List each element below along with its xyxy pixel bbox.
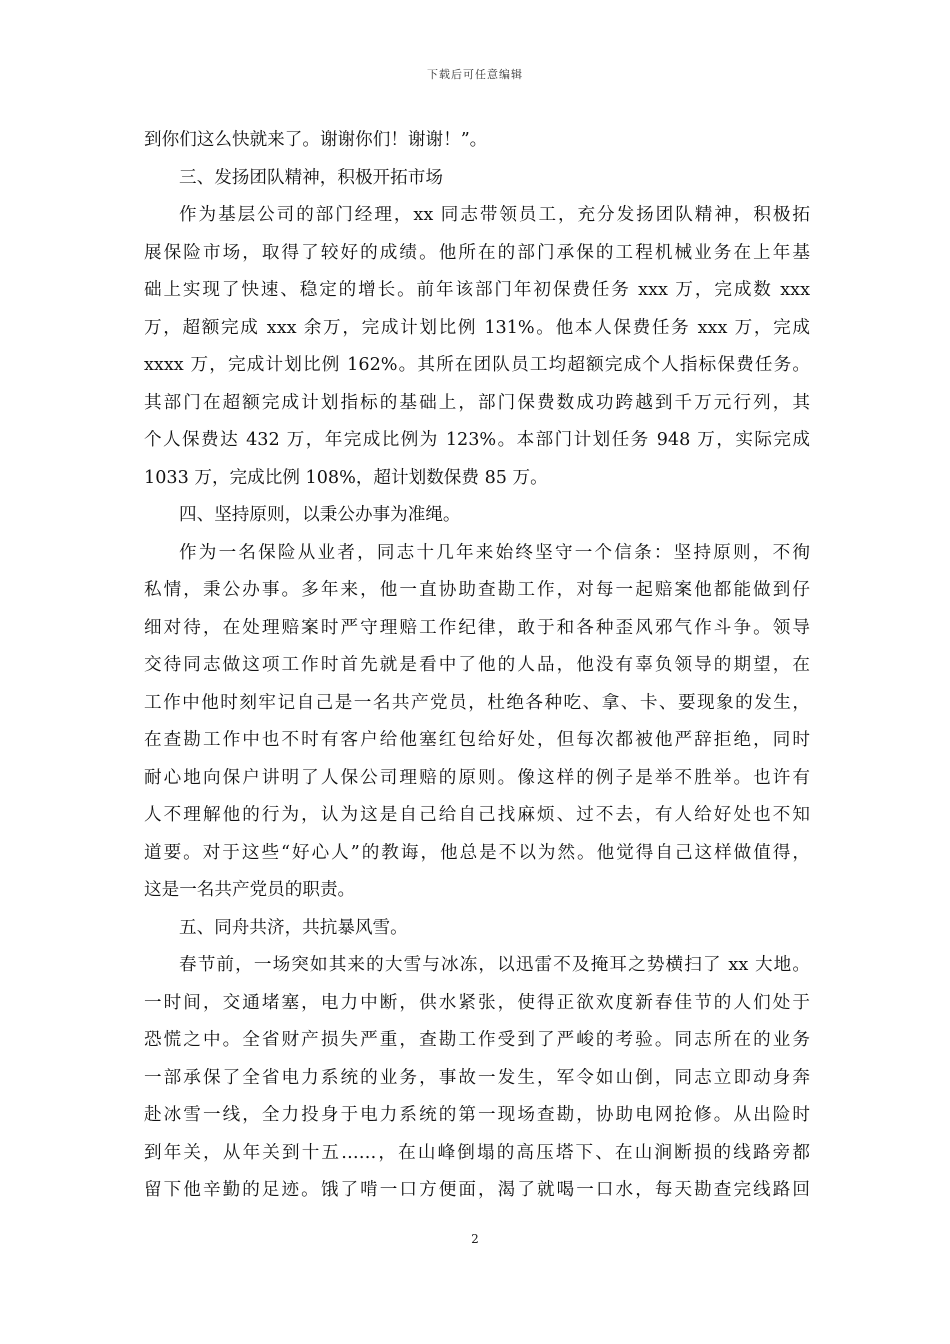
text-line: 1033 万，完成比例 108%，超计划数保费 85 万。 bbox=[144, 467, 548, 488]
text-line: 春节前，一场突如其来的大雪与冰冻，以迅雷不及掩耳之势横扫了 xx 大地。 bbox=[179, 955, 810, 975]
text-line: 础上实现了快速、稳定的增长。前年该部门年初保费任务 xxx 万，完成数 xxx bbox=[144, 280, 810, 300]
text-line: 三、发扬团队精神，积极开拓市场 bbox=[179, 167, 443, 188]
text-line: 万，超额完成 xxx 余万，完成计划比例 131%。他本人保费任务 xxx 万，完成 bbox=[144, 317, 810, 338]
text-line: 恐慌之中。全省财产损失严重，查勘工作受到了严峻的考验。同志所在的业务 bbox=[144, 1030, 810, 1050]
text-line: 一时间，交通堵塞，电力中断，供水紧张，使得正欲欢度新春佳节的人们处于 bbox=[144, 992, 810, 1013]
text-line: 其部门在超额完成计划指标的基础上，部门保费数成功跨越到千万元行列，其 bbox=[144, 392, 810, 413]
text-line: 细对待，在处理赔案时严守理赔工作纪律，敢于和各种歪风邪气作斗争。领导 bbox=[144, 617, 810, 638]
page-number: 2 bbox=[471, 1232, 479, 1246]
text-line: 四、坚持原则，以秉公办事为准绳。 bbox=[179, 505, 461, 525]
text-line: 一部承保了全省电力系统的业务，事故一发生，军令如山倒，同志立即动身奔 bbox=[144, 1067, 810, 1088]
text-line: 到年关，从年关到十五……，在山峰倒塌的高压塔下、在山涧断损的线路旁都 bbox=[144, 1142, 810, 1163]
text-line: 工作中他时刻牢记自己是一名共产党员，杜绝各种吃、拿、卡、要现象的发生， bbox=[144, 692, 810, 713]
text-line: 道要。对于这些“好心人”的教诲，他总是不以为然。他觉得自己这样做值得， bbox=[144, 842, 810, 863]
text-line: xxxx 万，完成计划比例 162%。其所在团队员工均超额完成个人指标保费任务。 bbox=[144, 355, 810, 375]
text-line: 作为基层公司的部门经理，xx 同志带领员工，充分发扬团队精神，积极拓 bbox=[179, 205, 810, 225]
text-line: 这是一名共产党员的职责。 bbox=[144, 880, 356, 900]
text-line: 在查勘工作中也不时有客户给他塞红包给好处，但每次都被他严辞拒绝，同时 bbox=[144, 730, 810, 750]
text-line: 留下他辛勤的足迹。饿了啃一口方便面，渴了就喝一口水，每天勘查完线路回 bbox=[144, 1180, 810, 1200]
text-line: 展保险市场，取得了较好的成绩。他所在的部门承保的工程机械业务在上年基 bbox=[144, 242, 810, 263]
text-line: 个人保费达 432 万，年完成比例为 123%。本部门计划任务 948 万，实际完成 bbox=[144, 430, 810, 450]
text-line: 作为一名保险从业者，同志十几年来始终坚守一个信条：坚持原则，不徇 bbox=[179, 542, 810, 563]
text-line: 私情，秉公办事。多年来，他一直协助查勘工作，对每一起赔案他都能做到仔 bbox=[144, 580, 810, 600]
text-line: 耐心地向保户讲明了人保公司理赔的原则。像这样的例子是举不胜举。也许有 bbox=[144, 767, 810, 788]
text-line: 五、同舟共济，共抗暴风雪。 bbox=[179, 917, 408, 938]
text-line: 交待同志做这项工作时首先就是看中了他的人品，他没有辜负领导的期望，在 bbox=[144, 655, 810, 675]
page-header: 下载后可任意编辑 bbox=[427, 68, 523, 81]
document-body bbox=[144, 122, 810, 1210]
text-line: 人不理解他的行为，认为这是自己给自己找麻烦、过不去，有人给好处也不知 bbox=[144, 805, 810, 825]
text-line: 赴冰雪一线，全力投身于电力系统的第一现场查勘，协助电网抢修。从出险时 bbox=[144, 1105, 810, 1125]
text-line: 到你们这么快就来了。谢谢你们！谢谢！”。 bbox=[144, 130, 488, 150]
